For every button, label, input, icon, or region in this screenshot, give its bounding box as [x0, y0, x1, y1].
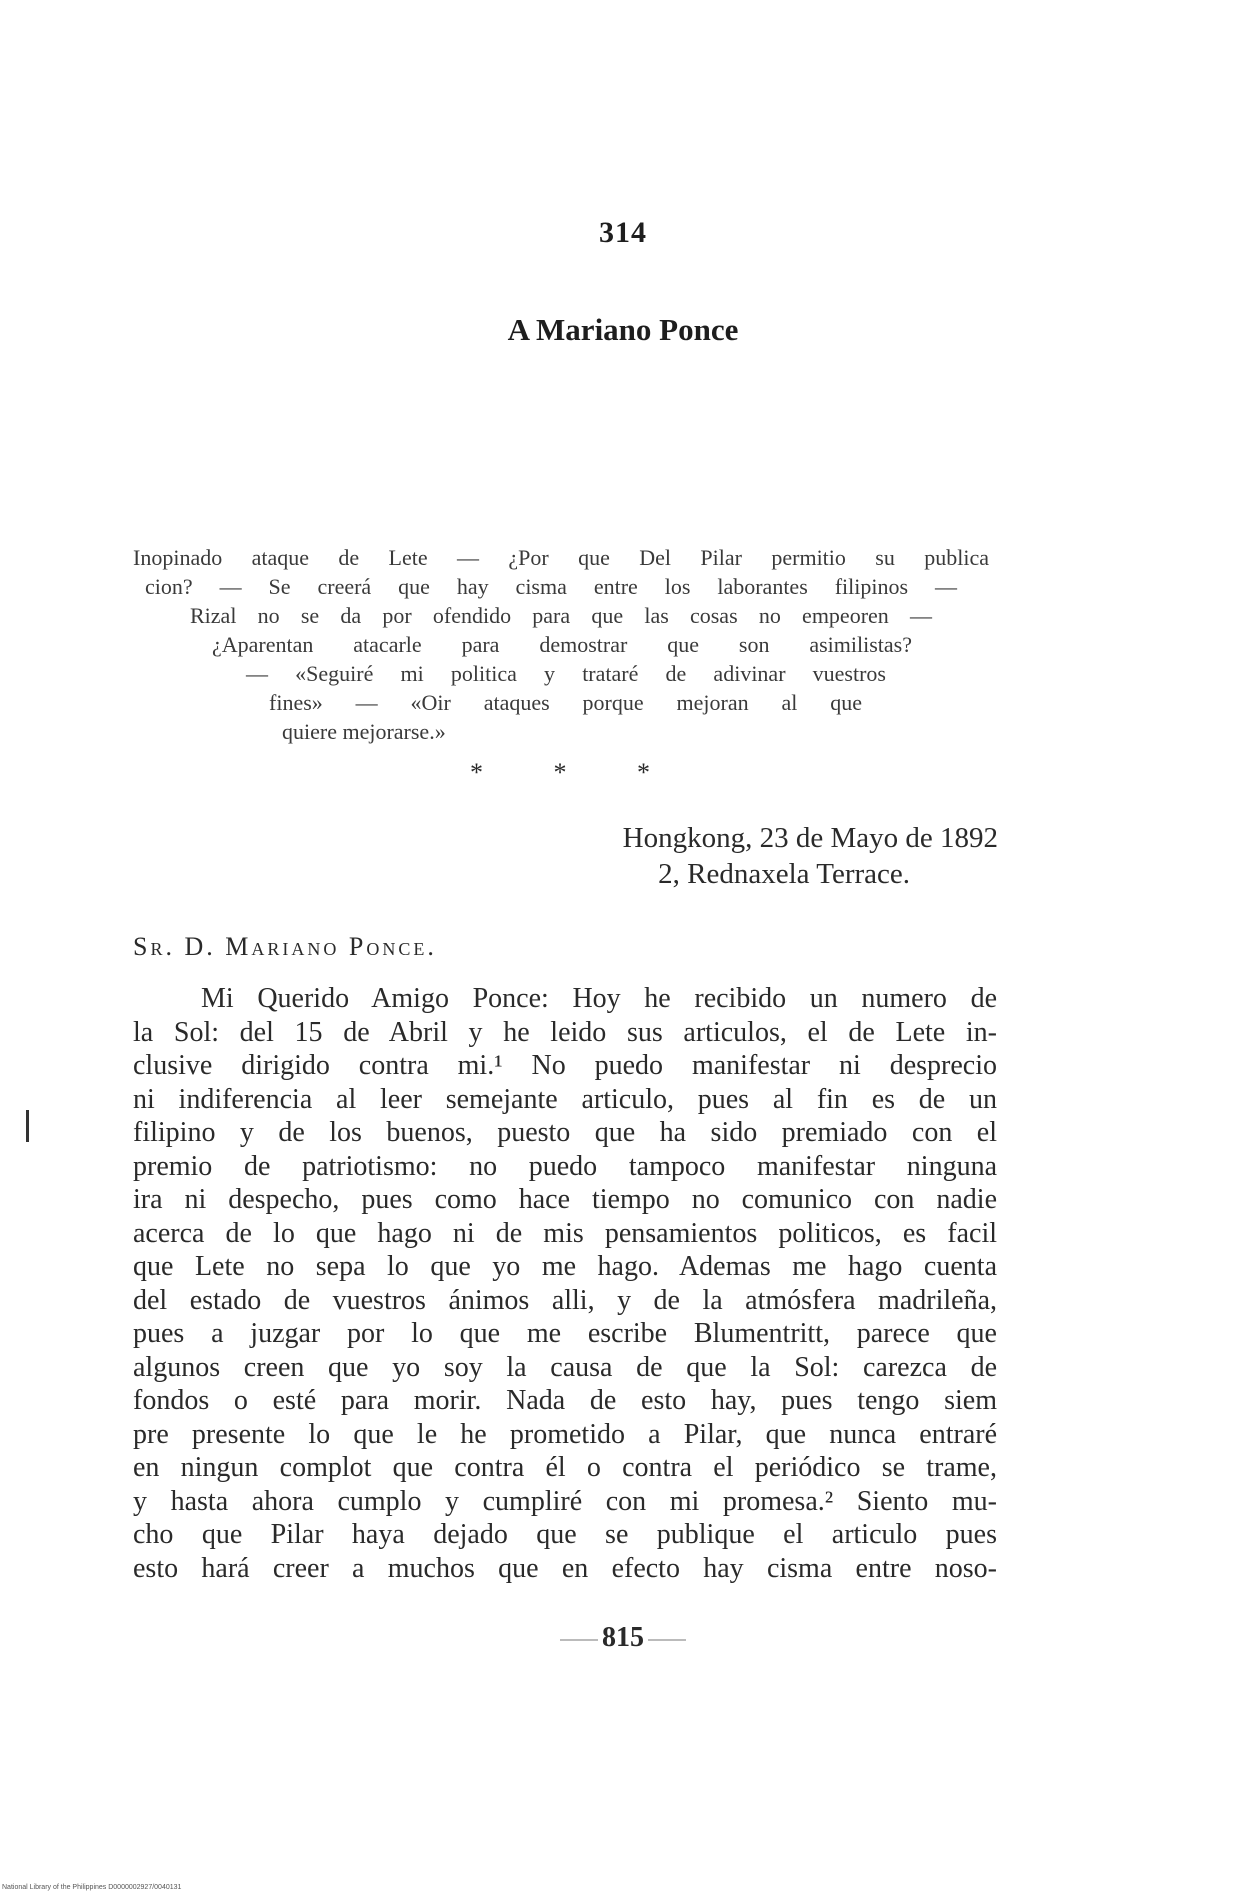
letter-title: A Mariano Ponce [507, 312, 739, 347]
body-line: Mi Querido Amigo Ponce: Hoy he recibido un numero de [201, 983, 997, 1014]
asterisk: * [553, 758, 567, 787]
sender-address: 2, Rednaxela Terrace. [658, 858, 910, 890]
body-line: acerca de lo que hago ni de mis pensamientos politicos, es facil [133, 1217, 997, 1249]
body-line: pre presente lo que le he prometido a Pilar, que nunca entraré [133, 1418, 997, 1450]
body-line: premio de patriotismo: no puedo tampoco manifestar ninguna [133, 1150, 997, 1182]
body-line: fondos o esté para morir. Nada de esto hay, pues tengo siem [133, 1385, 997, 1416]
body-line: esto hará creer a muchos que en efecto hay cisma entre noso- [133, 1552, 997, 1584]
body-line: en ningun complot que contra él o contra el periódico se trame, [133, 1452, 997, 1483]
body-line: que Lete no sepa lo que yo me hago. Ademas me hago cuenta [133, 1251, 997, 1282]
letter-summary [133, 543, 989, 746]
folio-dash [648, 1639, 686, 1641]
summary-line: Rizal no se da por ofendido para que las cosas no empeoren — [190, 603, 932, 628]
body-line: y hasta ahora cumplo y cumpliré con mi promesa.² Siento mu- [133, 1485, 997, 1517]
letter-body [133, 982, 997, 1585]
summary-line: quiere mejorarse.» [282, 719, 446, 744]
folio-dash [560, 1639, 598, 1641]
folio-label: 815 [602, 1622, 644, 1653]
summary-line: cion? — Se creerá que hay cisma entre los laborantes filipinos — [145, 574, 957, 599]
body-line: ira ni despecho, pues como hace tiempo no comunico con nadie [133, 1184, 997, 1215]
asterisk: * [470, 758, 483, 787]
body-line: clusive dirigido contra mi.¹ No puedo manifestar ni desprecio [133, 1050, 997, 1081]
scan-credit: National Library of the Philippines D0000002927/0040131 [2, 1884, 182, 1891]
body-line: ni indiferencia al leer semejante articulo, pues al fin es de un [133, 1083, 997, 1115]
margin-mark [26, 1110, 29, 1142]
body-line: la Sol: del 15 de Abril y he leido sus articulos, el de Lete in- [133, 1016, 997, 1048]
summary-line: Inopinado ataque de Lete — ¿Por que Del Pilar permitio su publica [133, 545, 989, 570]
place-and-date: Hongkong, 23 de Mayo de 1892 [622, 822, 998, 854]
folio-number [0, 1622, 1246, 1654]
salutation: Sr. D. Mariano Ponce. [133, 932, 437, 961]
asterisk: * [637, 758, 650, 787]
summary-line: — «Seguiré mi politica y trataré de adivinar vuestros [246, 661, 886, 686]
page-number: 314 [599, 216, 647, 249]
body-line: algunos creen que yo soy la causa de que la Sol: carezca de [133, 1351, 997, 1383]
body-line: cho que Pilar haya dejado que se publique el articulo pues [133, 1519, 997, 1550]
body-line: del estado de vuestros ánimos alli, y de la atmósfera madrileña, [133, 1284, 997, 1316]
summary-line: ¿Aparentan atacarle para demostrar que son asimilistas? [212, 632, 912, 657]
body-line: filipino y de los buenos, puesto que ha sido premiado con el [133, 1117, 997, 1148]
summary-line: fines» — «Oir ataques porque mejoran al que [269, 690, 862, 715]
dateline [500, 820, 998, 892]
section-separator [470, 758, 650, 788]
body-line: pues a juzgar por lo que me escribe Blumentritt, parece que [133, 1318, 997, 1349]
